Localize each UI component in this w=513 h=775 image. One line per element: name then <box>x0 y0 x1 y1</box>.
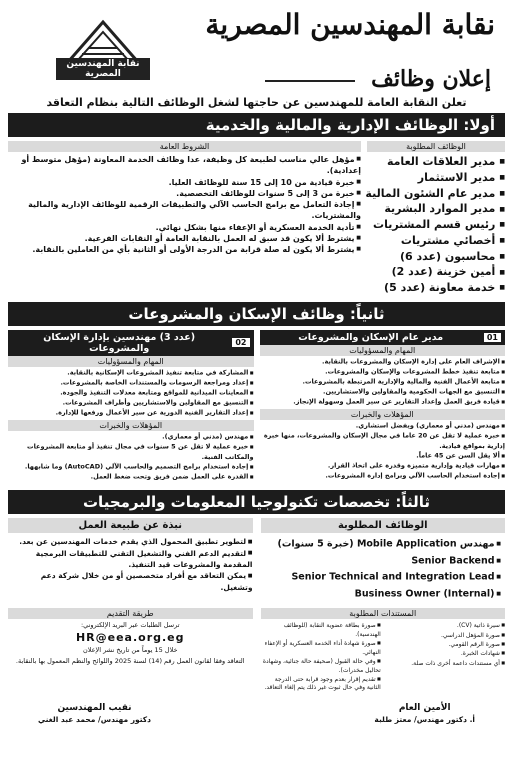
signature-secretary-general <box>374 703 475 724</box>
quals-head: المؤهلات والخبرات <box>260 409 506 420</box>
section3 <box>8 518 505 602</box>
signature-name: أ. دكتور مهندس/ معتز طلبة <box>374 715 475 725</box>
list-item: ■ وفي حالة القبول (صحيفة حالة جنائية، وشهادة تحاليل مخدرات). <box>261 657 381 675</box>
conditions-head: الشروط العامة <box>8 141 361 152</box>
list-item: ■ خبرة عملية لا تقل عن 5 سنوات في مجال تنفيذ أو متابعة المشروعات والمكاتب الفنية. <box>8 442 254 462</box>
quals-head: المؤهلات والخبرات <box>8 420 254 431</box>
list-item: ■ قيادة فريق العمل وإعداد التقارير عن سير العمل وسهولة الإنجاز. <box>260 397 506 407</box>
list-item: ■ يشترط ألا يكون له صلة قرابة من الدرجة الأولى أو الثانية بأي من العاملين بالنقابة. <box>8 244 361 255</box>
list-item: ■ مدير عام الشئون المالية <box>367 186 505 202</box>
list-item: ■ لتقديم الدعم الفني والتشغيل التقني للتطبيقات البرمجية المقدمة والمشروعات قيد التنفيذ. <box>8 548 253 571</box>
header <box>8 6 505 94</box>
signatures <box>8 703 505 724</box>
position-title-bar <box>260 330 506 345</box>
list-item: ■ صورة الرقم القومي. <box>385 640 505 649</box>
list-item: ■ مؤهل عالي مناسب لطبيعة كل وظيفة، عدا وظائف الخدمة المعاونة (مؤهل متوسط أو إعدادية). <box>8 154 361 177</box>
quals-list <box>8 432 254 482</box>
list-item: ■ التنسيق مع الجهات الحكومية والمقاولين والاستشاريين. <box>260 387 506 397</box>
list-item: ■ Business Owner (Internal) <box>261 586 502 603</box>
it-jobs-column <box>261 518 506 602</box>
announcement-title: إعلان وظائف <box>371 66 491 92</box>
duties-list <box>8 368 254 419</box>
list-item: ■ يشترط ألا يكون قد سبق له العمل بالنقابة العامة أو النقابات الفرعية. <box>8 233 361 244</box>
list-item: ■ شهادات الخبرة. <box>385 649 505 658</box>
list-item: ■ أي مستندات داعمة أخرى ذات صلة. <box>385 659 505 668</box>
section1 <box>8 141 505 296</box>
documents-list-b <box>261 621 381 693</box>
list-item: ■ مدير العلاقات العامة <box>367 154 505 170</box>
signature-title: الأمين العام <box>398 703 451 714</box>
list-item: ■ المشاركة في متابعة تنفيذ المشروعات الإسكانية بالنقابة. <box>8 368 254 378</box>
position-title-bar <box>8 330 254 356</box>
apply-email-link[interactable]: HR@eea.org.eg <box>75 631 185 645</box>
apply-head: طريقة التقديم <box>8 608 253 619</box>
position-number: 01 <box>484 333 501 342</box>
list-item: ■ إجادة استخدام برامج التصميم والحاسب الآلي (AutoCAD) وما شابهها. <box>8 462 254 472</box>
list-item: ■ محاسبون (عدد 6) <box>367 249 505 265</box>
position-1 <box>260 330 506 484</box>
list-item: ■ لتطوير تطبيق المحمول الذي يقدم خدمات المهندسين عن بعد. <box>8 536 253 548</box>
list-item: ■ Senior Backend <box>261 553 502 570</box>
list-item: ■ صورة بطاقة عضوية النقابة (للوظائف الهندسية). <box>261 621 381 639</box>
signature-name: دكتور مهندس/ محمد عبد الغني <box>38 715 152 725</box>
work-nature-column <box>8 518 253 602</box>
section1-title: أولا: الوظائف الإدارية والمالية والخدمية <box>8 113 505 137</box>
duties-list <box>260 357 506 408</box>
position-title: مدير عام الإسكان والمشروعات <box>298 331 444 343</box>
list-item: ■ مهارات قيادية وإدارية متميزة وقدرة على اتخاذ القرار. <box>260 461 506 471</box>
list-item: ■ القدرة على العمل ضمن فريق وتحت ضغط العمل. <box>8 472 254 482</box>
conditions-list <box>8 154 361 256</box>
work-nature-list <box>8 536 253 593</box>
section2-title: ثانياً: وظائف الإسكان والمشروعات <box>8 302 505 326</box>
list-item: ■ الإشراف العام على إدارة الإسكان والمشروعات بالنقابة. <box>260 357 506 367</box>
list-item: ■ إجادة استخدام الحاسب الآلي وبرامج إدارة المشروعات. <box>260 471 506 481</box>
list-item: ■ إجادة التعامل مع برامج الحاسب الآلي والتطبيقات الرقمية للوظائف الإدارية والمالية والمشتريات. <box>8 199 361 222</box>
list-item: ■ خبرة من 3 إلى 5 سنوات للوظائف التخصصية. <box>8 188 361 199</box>
list-item: ■ إعداد ومراجعة الرسومات والمستندات الخاصة بالمشروعات. <box>8 378 254 388</box>
list-item: ■ خبرة قيادية من 10 إلى 15 سنة للوظائف العليا. <box>8 177 361 188</box>
documents-apply <box>8 608 505 693</box>
section3-title: ثالثاً: تخصصات تكنولوجيا المعلومات والبرمجيات <box>8 490 505 514</box>
list-item: ■ مدير الاستثمار <box>367 170 505 186</box>
list-item: ■ أخصائي مشتريات <box>367 233 505 249</box>
duties-head: المهام والمسؤوليات <box>260 345 506 356</box>
signature-syndicate-head <box>38 703 151 724</box>
documents-list-a <box>385 621 505 693</box>
list-item: ■ مهندس (مدني أو معماري). <box>8 432 254 442</box>
title-divider <box>265 80 355 82</box>
position-number: 02 <box>232 338 249 347</box>
list-item: ■ مهندس Mobile Application (خبرة 5 سنوات) <box>261 536 502 553</box>
list-item: ■ صورة شهادة أداء الخدمة العسكرية أو الإعفاء النهائي. <box>261 639 381 657</box>
jobs-list <box>367 154 505 296</box>
documents-column <box>261 608 506 693</box>
work-nature-head: نبذة عن طبيعة العمل <box>8 518 253 533</box>
list-item: ■ إعداد التقارير الفنية الدورية عن سير الأعمال ورفعها للإدارة. <box>8 408 254 418</box>
list-item: ■ مهندس (مدني أو معماري) ويفضل استشاري. <box>260 421 506 431</box>
quals-list <box>260 421 506 481</box>
list-item: ■ مدير الموارد البشرية <box>367 201 505 217</box>
conditions-column <box>8 141 361 296</box>
list-item: ■ رئيس قسم المشتريات <box>367 217 505 233</box>
list-item: ■ متابعة تنفيذ خطط المشروعات والإسكان والمشروعات. <box>260 367 506 377</box>
list-item: ■ سيرة ذاتية (CV). <box>385 621 505 630</box>
documents-head: المستندات المطلوبة <box>261 608 506 619</box>
apply-column <box>8 608 253 693</box>
logo-text: نقابة المهندسين المصرية <box>56 58 150 80</box>
org-title: نقابة المهندسين المصرية <box>205 8 495 41</box>
list-item: ■ ألا يقل السن عن 45 عاماً. <box>260 451 506 461</box>
it-jobs-head: الوظائف المطلوبة <box>261 518 506 533</box>
list-item: ■ خدمة معاونة (عدد 5) <box>367 280 505 296</box>
list-item: ■ المعاينات الميدانية للمواقع ومتابعة معدلات التنفيذ والجودة. <box>8 388 254 398</box>
documents-grid <box>261 619 506 693</box>
list-item: ■ خبرة عملية لا تقل عن 20 عاما في مجال الإسكان والمشروعات، منها خبرة إدارية بمواقع قيادية. <box>260 431 506 451</box>
it-jobs-list <box>261 536 506 602</box>
duties-head: المهام والمسؤوليات <box>8 356 254 367</box>
apply-line-3: التعاقد وفقا لقانون العمل رقم (14) لسنة 2025 واللوائح والنظم المعمول بها بالنقابة. <box>15 657 245 666</box>
list-item: ■ التنسيق مع المقاولين والاستشاريين وأطراف المشروعات. <box>8 398 254 408</box>
intro-text: تعلن النقابة العامة للمهندسين عن حاجتها لشغل الوظائف التالية بنظام التعاقد <box>46 96 467 109</box>
list-item: ■ تقديم إقرار بعدم وجود قرابة حتى الدرجة الثانية وفي حال ثبوت غير ذلك يتم إلغاء التعاقد. <box>261 675 381 693</box>
signature-title: نقيب المهندسين <box>57 703 132 714</box>
list-item: ■ صورة المؤهل الدراسي. <box>385 631 505 640</box>
jobs-column <box>367 141 505 296</box>
list-item: ■ أمين خزينة (عدد 2) <box>367 264 505 280</box>
list-item: ■ متابعة الأعمال الفنية والمالية والإدارية المرتبطة بالمشروعات. <box>260 377 506 387</box>
list-item: ■ يمكن التعاقد مع أفراد متخصصين أو من خلال شركة دعم وتشغيل. <box>8 570 253 593</box>
list-item: ■ تأدية الخدمة العسكرية أو الإعفاء منها بشكل نهائي. <box>8 222 361 233</box>
apply-line-2: خلال 15 يوماً من تاريخ نشر الإعلان <box>82 646 178 655</box>
jobs-head: الوظائف المطلوبة <box>367 141 505 152</box>
section2 <box>8 330 505 484</box>
list-item: ■ Senior Technical and Integration Lead <box>261 569 502 586</box>
position-title: (عدد 3) مهندسين بإدارة الإسكان والمشروعات <box>43 331 196 354</box>
apply-line-1: ترسل الطلبات عبر البريد الإلكتروني: <box>80 621 180 630</box>
position-2 <box>8 330 254 484</box>
